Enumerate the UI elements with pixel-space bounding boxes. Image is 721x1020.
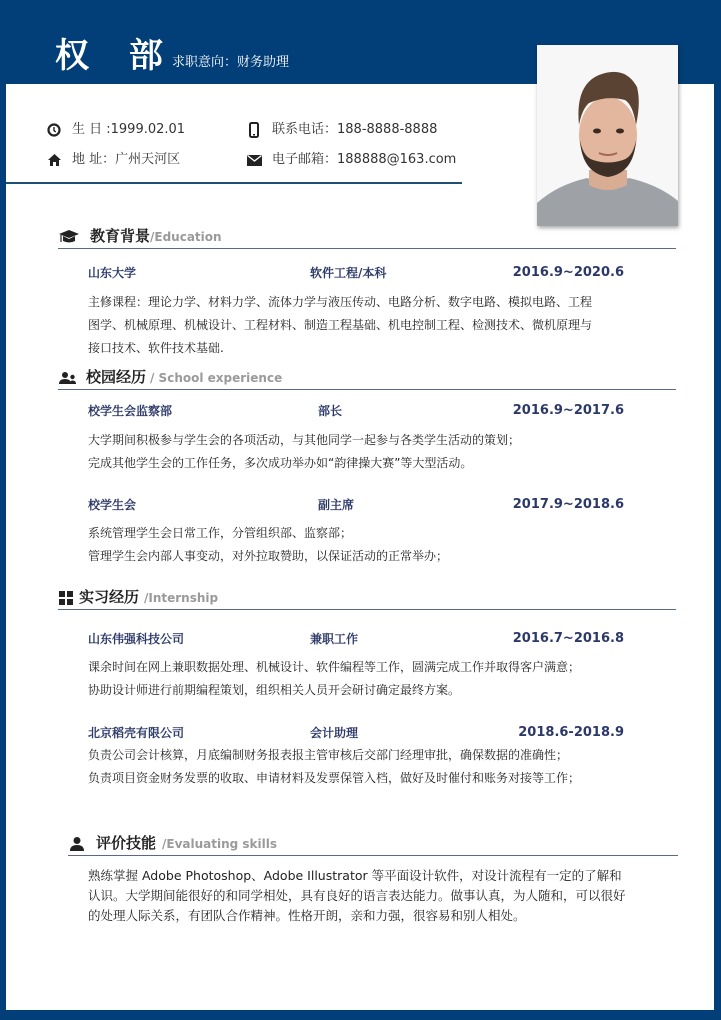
candidate-name: 权 部: [55, 36, 177, 76]
period: 2016.9~2017.6: [512, 403, 624, 418]
period: 2017.9~2018.6: [512, 497, 624, 512]
job-intent: 求职意向：财务助理: [172, 55, 290, 70]
profile-photo: [537, 45, 678, 226]
section-internship-header: [58, 587, 676, 610]
section-title: 校园经历: [86, 368, 147, 386]
contact-divider: [6, 182, 462, 184]
role: 会计助理: [310, 726, 359, 740]
phone-text: 联系电话：188-8888-8888: [272, 122, 438, 137]
description-line: 负责项目资金财务发票的收取、申请材料及发票保管入档，做好及时催付和账务对接等工作；: [88, 771, 581, 785]
mail-icon: [246, 152, 262, 168]
internship-row: [88, 630, 624, 648]
person-icon: [68, 836, 88, 852]
role: 部长: [318, 404, 343, 418]
contact-phone: [246, 121, 437, 139]
role: 兼职工作: [310, 632, 359, 646]
school-name: 山东大学: [88, 266, 137, 280]
section-education-header: [58, 226, 676, 249]
description-line: 熟练掌握 Adobe Photoshop、Adobe Illustrator 等平面设计软件，对设计流程有一定的了解和: [88, 868, 622, 883]
section-title: 评价技能: [96, 834, 157, 852]
school-description: [88, 429, 633, 475]
email-text: 电子邮箱：188888@163.com: [272, 152, 457, 167]
clock-icon: [46, 122, 62, 138]
description-line: 完成其他学生会的工作任务，多次成功举办如“韵律操大赛”等大型活动。: [88, 456, 473, 470]
section-subtitle: /Evaluating skills: [162, 837, 278, 851]
organization: 校学生会: [88, 498, 137, 512]
description-line: 负责公司会计核算，月底编制财务报表报主管审核后交部门经理审批，确保数据的准确性；: [88, 748, 569, 762]
description-line: 接口技术、软件技术基础.: [88, 341, 224, 355]
users-icon: [58, 370, 78, 386]
school-row: [88, 402, 624, 420]
company: 北京稻壳有限公司: [88, 726, 185, 740]
contact-email: [246, 151, 456, 169]
internship-row: [88, 724, 624, 742]
address-text: 地 址：广州天河区: [72, 152, 181, 167]
description-line: 课余时间在网上兼职数据处理、机械设计、软件编程等工作，圆满完成工作并取得客户满意；: [88, 660, 581, 674]
internship-description: [88, 656, 633, 702]
description-line: 图学、机械原理、机械设计、工程材料、制造工程基础、机电控制工程、检测技术、微机原理与: [88, 318, 593, 332]
period: 2018.6-2018.9: [518, 725, 624, 740]
home-icon: [46, 152, 62, 168]
section-subtitle: / School experience: [150, 371, 283, 385]
school-description: [88, 522, 633, 568]
internship-description: [88, 744, 633, 790]
education-row: [88, 264, 624, 282]
skills-description: [88, 866, 643, 926]
school-row: [88, 496, 624, 514]
section-subtitle: /Education: [150, 230, 222, 244]
section-title: 实习经历: [79, 588, 140, 606]
section-subtitle: /Internship: [144, 591, 219, 605]
description-line: 主修课程：理论力学、材料力学、流体力学与液压传动、电路分析、数字电路、模拟电路、工程: [88, 295, 593, 309]
contact-birthday: [46, 121, 185, 139]
phone-icon: [246, 122, 262, 138]
education-description: [88, 291, 633, 360]
major: 软件工程/本科: [310, 266, 387, 280]
contact-address: [46, 151, 180, 169]
grid-icon: [58, 590, 78, 606]
graduation-cap-icon: [58, 229, 78, 245]
description-line: 大学期间积极参与学生会的各项活动，与其他同学一起参与各类学生活动的策划；: [88, 433, 521, 447]
role: 副主席: [318, 498, 355, 512]
description-line: 协助设计师进行前期编程策划，组织相关人员开会研讨确定最终方案。: [88, 683, 461, 697]
period: 2016.7~2016.8: [512, 631, 624, 646]
company: 山东伟强科技公司: [88, 632, 185, 646]
section-school-header: [58, 367, 676, 390]
description-line: 系统管理学生会日常工作，分管组织部、监察部；: [88, 526, 353, 540]
description-line: 认识。大学期间能很好的和同学相处，具有良好的语言表达能力。做事认真，为人随和，可以很好: [88, 888, 626, 903]
organization: 校学生会监察部: [88, 404, 173, 418]
section-skills-header: [68, 833, 678, 856]
birthday-text: 生 日 :1999.02.01: [72, 122, 186, 137]
period: 2016.9~2020.6: [512, 265, 624, 280]
section-title: 教育背景: [90, 227, 151, 245]
description-line: 的处理人际关系，有团队合作精神。性格开朗，亲和力强，很容易和别人相处。: [88, 908, 526, 923]
person-portrait-icon: [537, 45, 678, 226]
description-line: 管理学生会内部人事变动，对外拉取赞助，以保证活动的正常举办；: [88, 549, 449, 563]
